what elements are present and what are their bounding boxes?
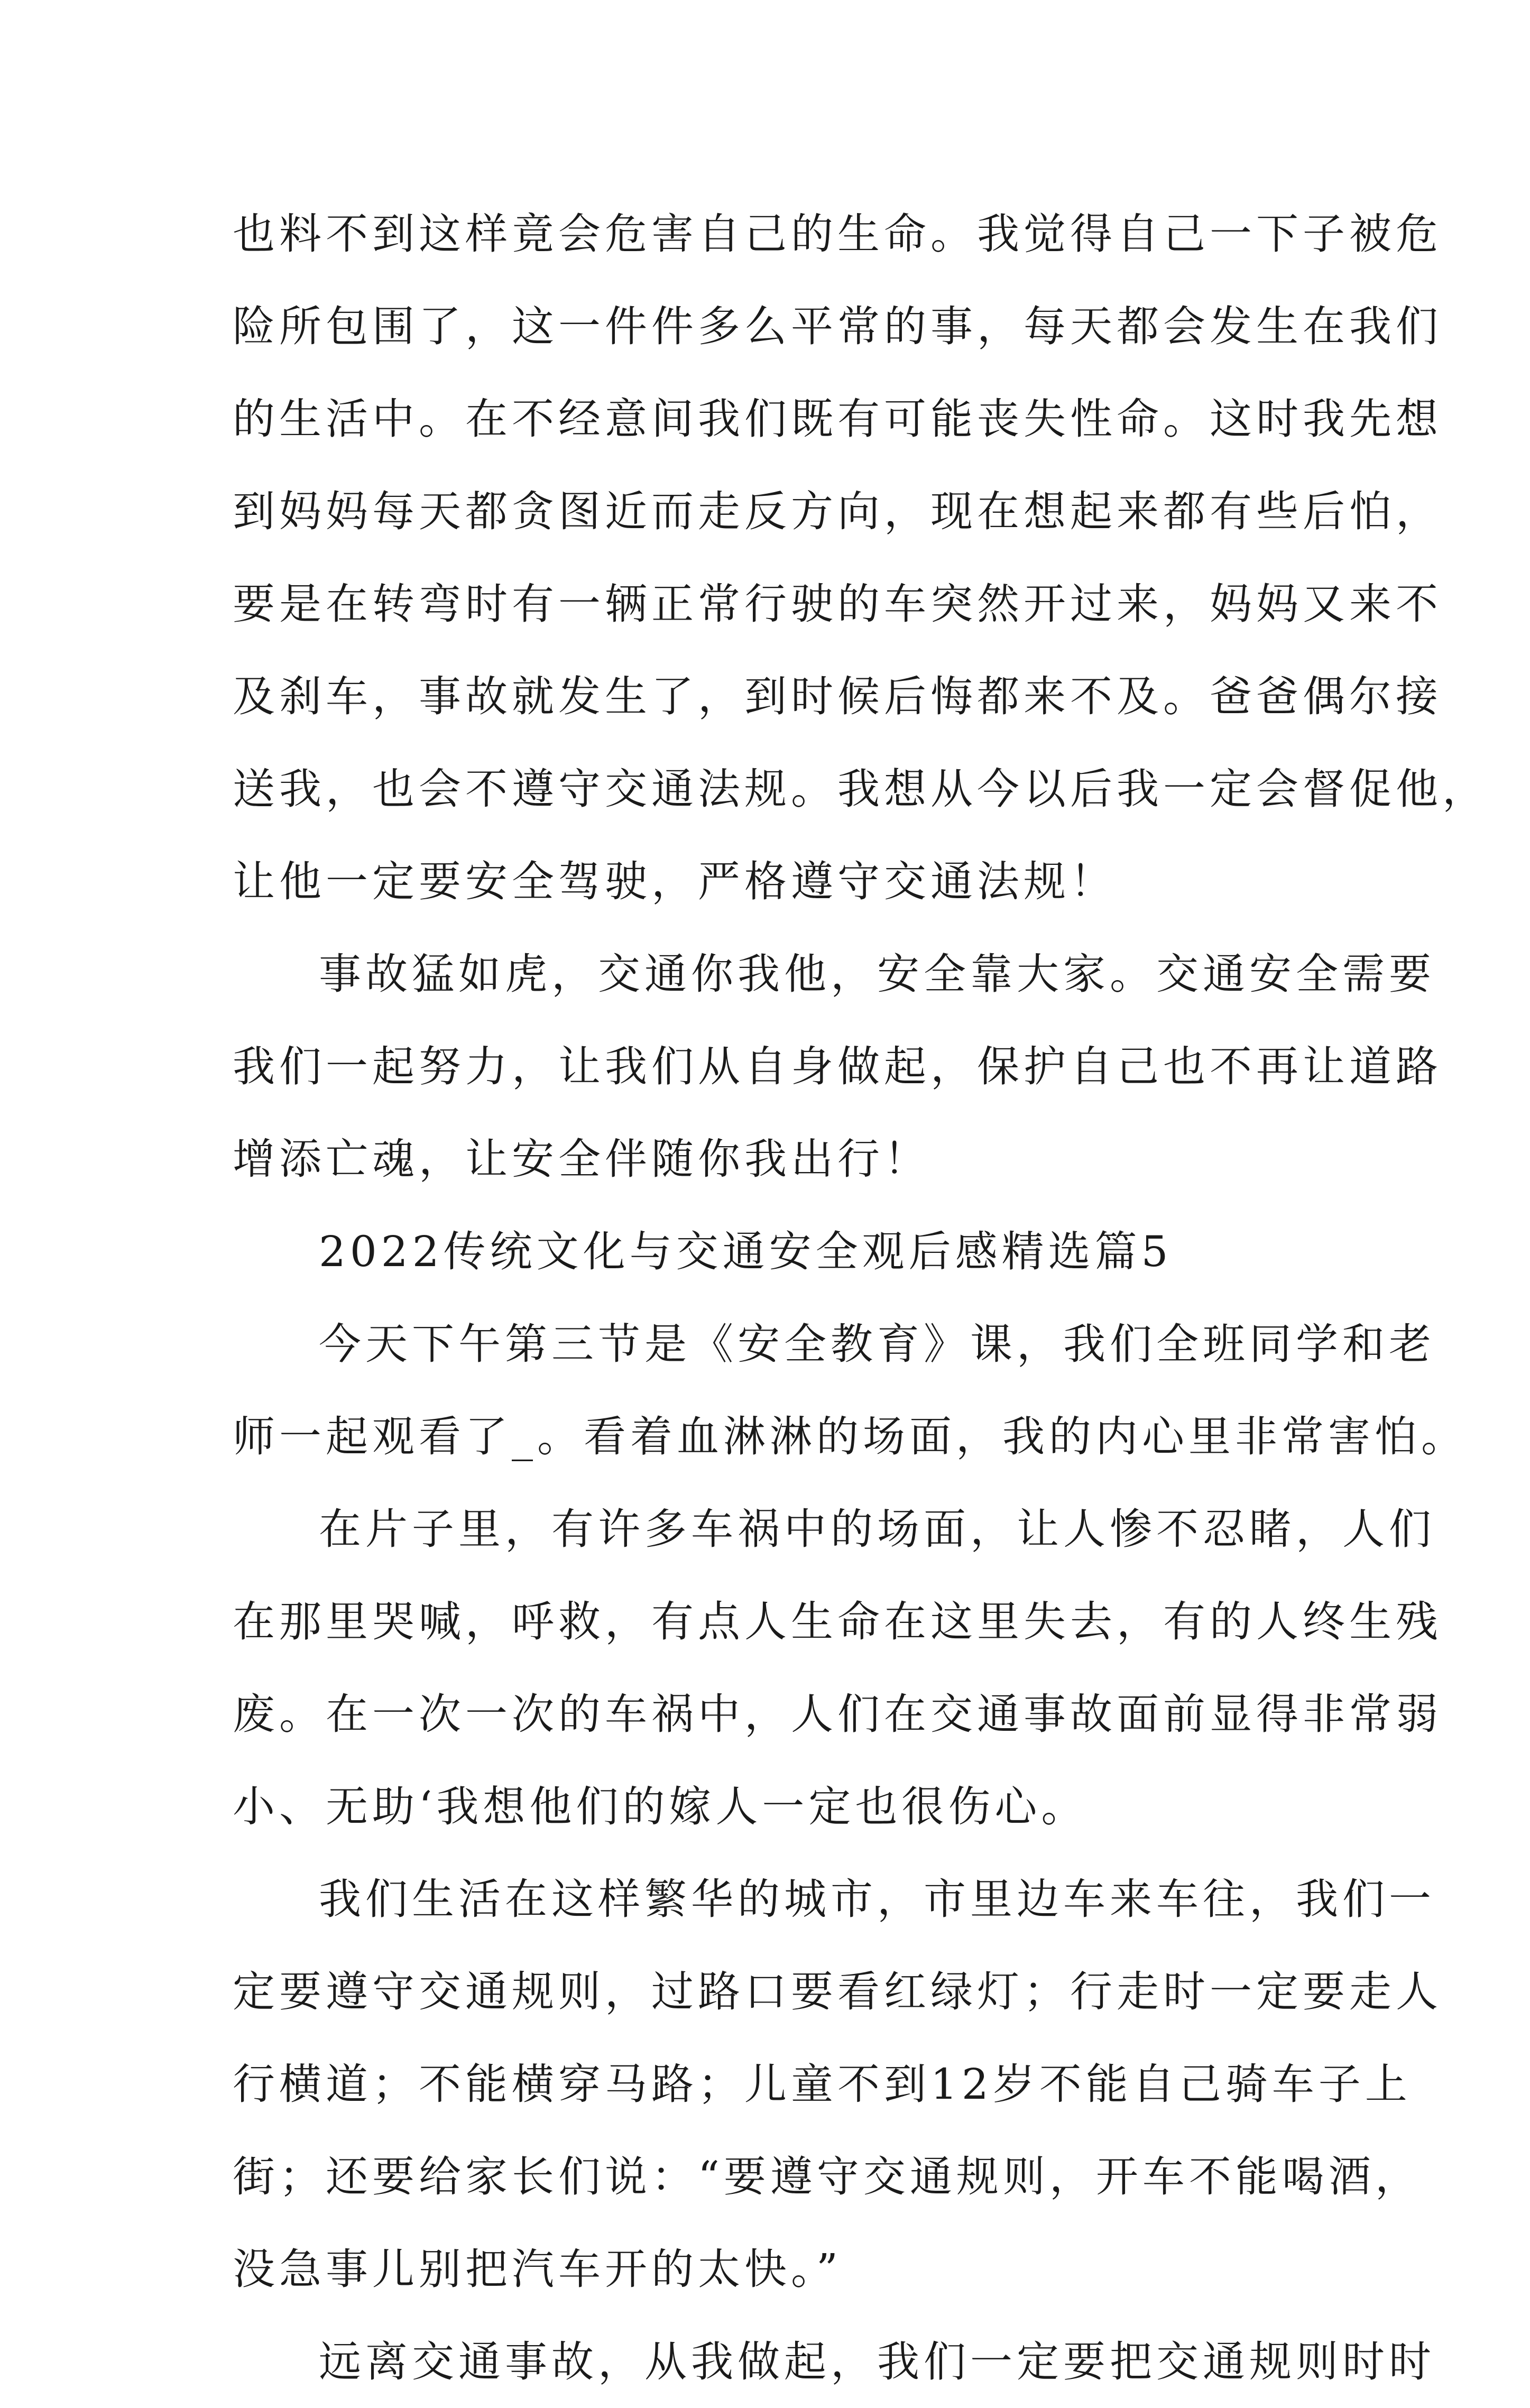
text-line: 要是在转弯时有一辆正常行驶的车突然开过来，妈妈又来不 bbox=[233, 579, 1442, 629]
text-line: 没急事儿别把汽车开的太快。” bbox=[233, 2245, 842, 2294]
text-line: 也料不到这样竟会危害自己的生命。我觉得自己一下子被危 bbox=[233, 209, 1442, 259]
text-line: 今天下午第三节是《安全教育》课，我们全班同学和老 bbox=[319, 1320, 1435, 1369]
text-line: 的生活中。在不经意间我们既有可能丧失性命。这时我先想 bbox=[233, 394, 1442, 444]
text-line: 到妈妈每天都贪图近而走反方向，现在想起来都有些后怕， bbox=[233, 487, 1442, 536]
text-line: 街；还要给家长们说：“要遵守交通规则，开车不能喝酒， bbox=[233, 2152, 1422, 2201]
text-line: 2022传统文化与交通安全观后感精选篇5 bbox=[319, 1227, 1173, 1276]
text-line: 事故猛如虎，交通你我他，安全靠大家。交通安全需要 bbox=[319, 949, 1435, 999]
text-line: 师一起观看了_。看着血淋淋的场面，我的内心里非常害怕。 bbox=[233, 1412, 1468, 1461]
text-line: 险所包围了，这一件件多么平常的事，每天都会发生在我们 bbox=[233, 302, 1442, 351]
text-line: 在那里哭喊，呼救，有点人生命在这里失去，有的人终生残 bbox=[233, 1597, 1442, 1646]
text-line: 行横道；不能横穿马路；儿童不到12岁不能自己骑车子上 bbox=[233, 2060, 1412, 2109]
text-line: 让他一定要安全驾驶，严格遵守交通法规！ bbox=[233, 857, 1117, 906]
text-line: 小、无助‘我想他们的嫁人一定也很伤心。 bbox=[233, 1782, 1088, 1831]
text-line: 定要遵守交通规则，过路口要看红绿灯；行走时一定要走人 bbox=[233, 1967, 1442, 2016]
text-line: 在片子里，有许多车祸中的场面，让人惨不忍睹，人们 bbox=[319, 1505, 1435, 1554]
text-line: 远离交通事故，从我做起，我们一定要把交通规则时时 bbox=[319, 2337, 1435, 2386]
text-line: 及刹车，事故就发生了，到时候后悔都来不及。爸爸偶尔接 bbox=[233, 672, 1442, 721]
text-line: 废。在一次一次的车祸中，人们在交通事故面前显得非常弱 bbox=[233, 1690, 1442, 1739]
document-body bbox=[233, 188, 1489, 2408]
text-line: 送我，也会不遵守交通法规。我想从今以后我一定会督促他， bbox=[233, 764, 1489, 814]
text-line: 增添亡魂，让安全伴随你我出行！ bbox=[233, 1134, 930, 1184]
text-line: 我们一起努力，让我们从自身做起，保护自己也不再让道路 bbox=[233, 1042, 1442, 1091]
text-line: 我们生活在这样繁华的城市，市里边车来车往，我们一 bbox=[319, 1875, 1435, 1924]
